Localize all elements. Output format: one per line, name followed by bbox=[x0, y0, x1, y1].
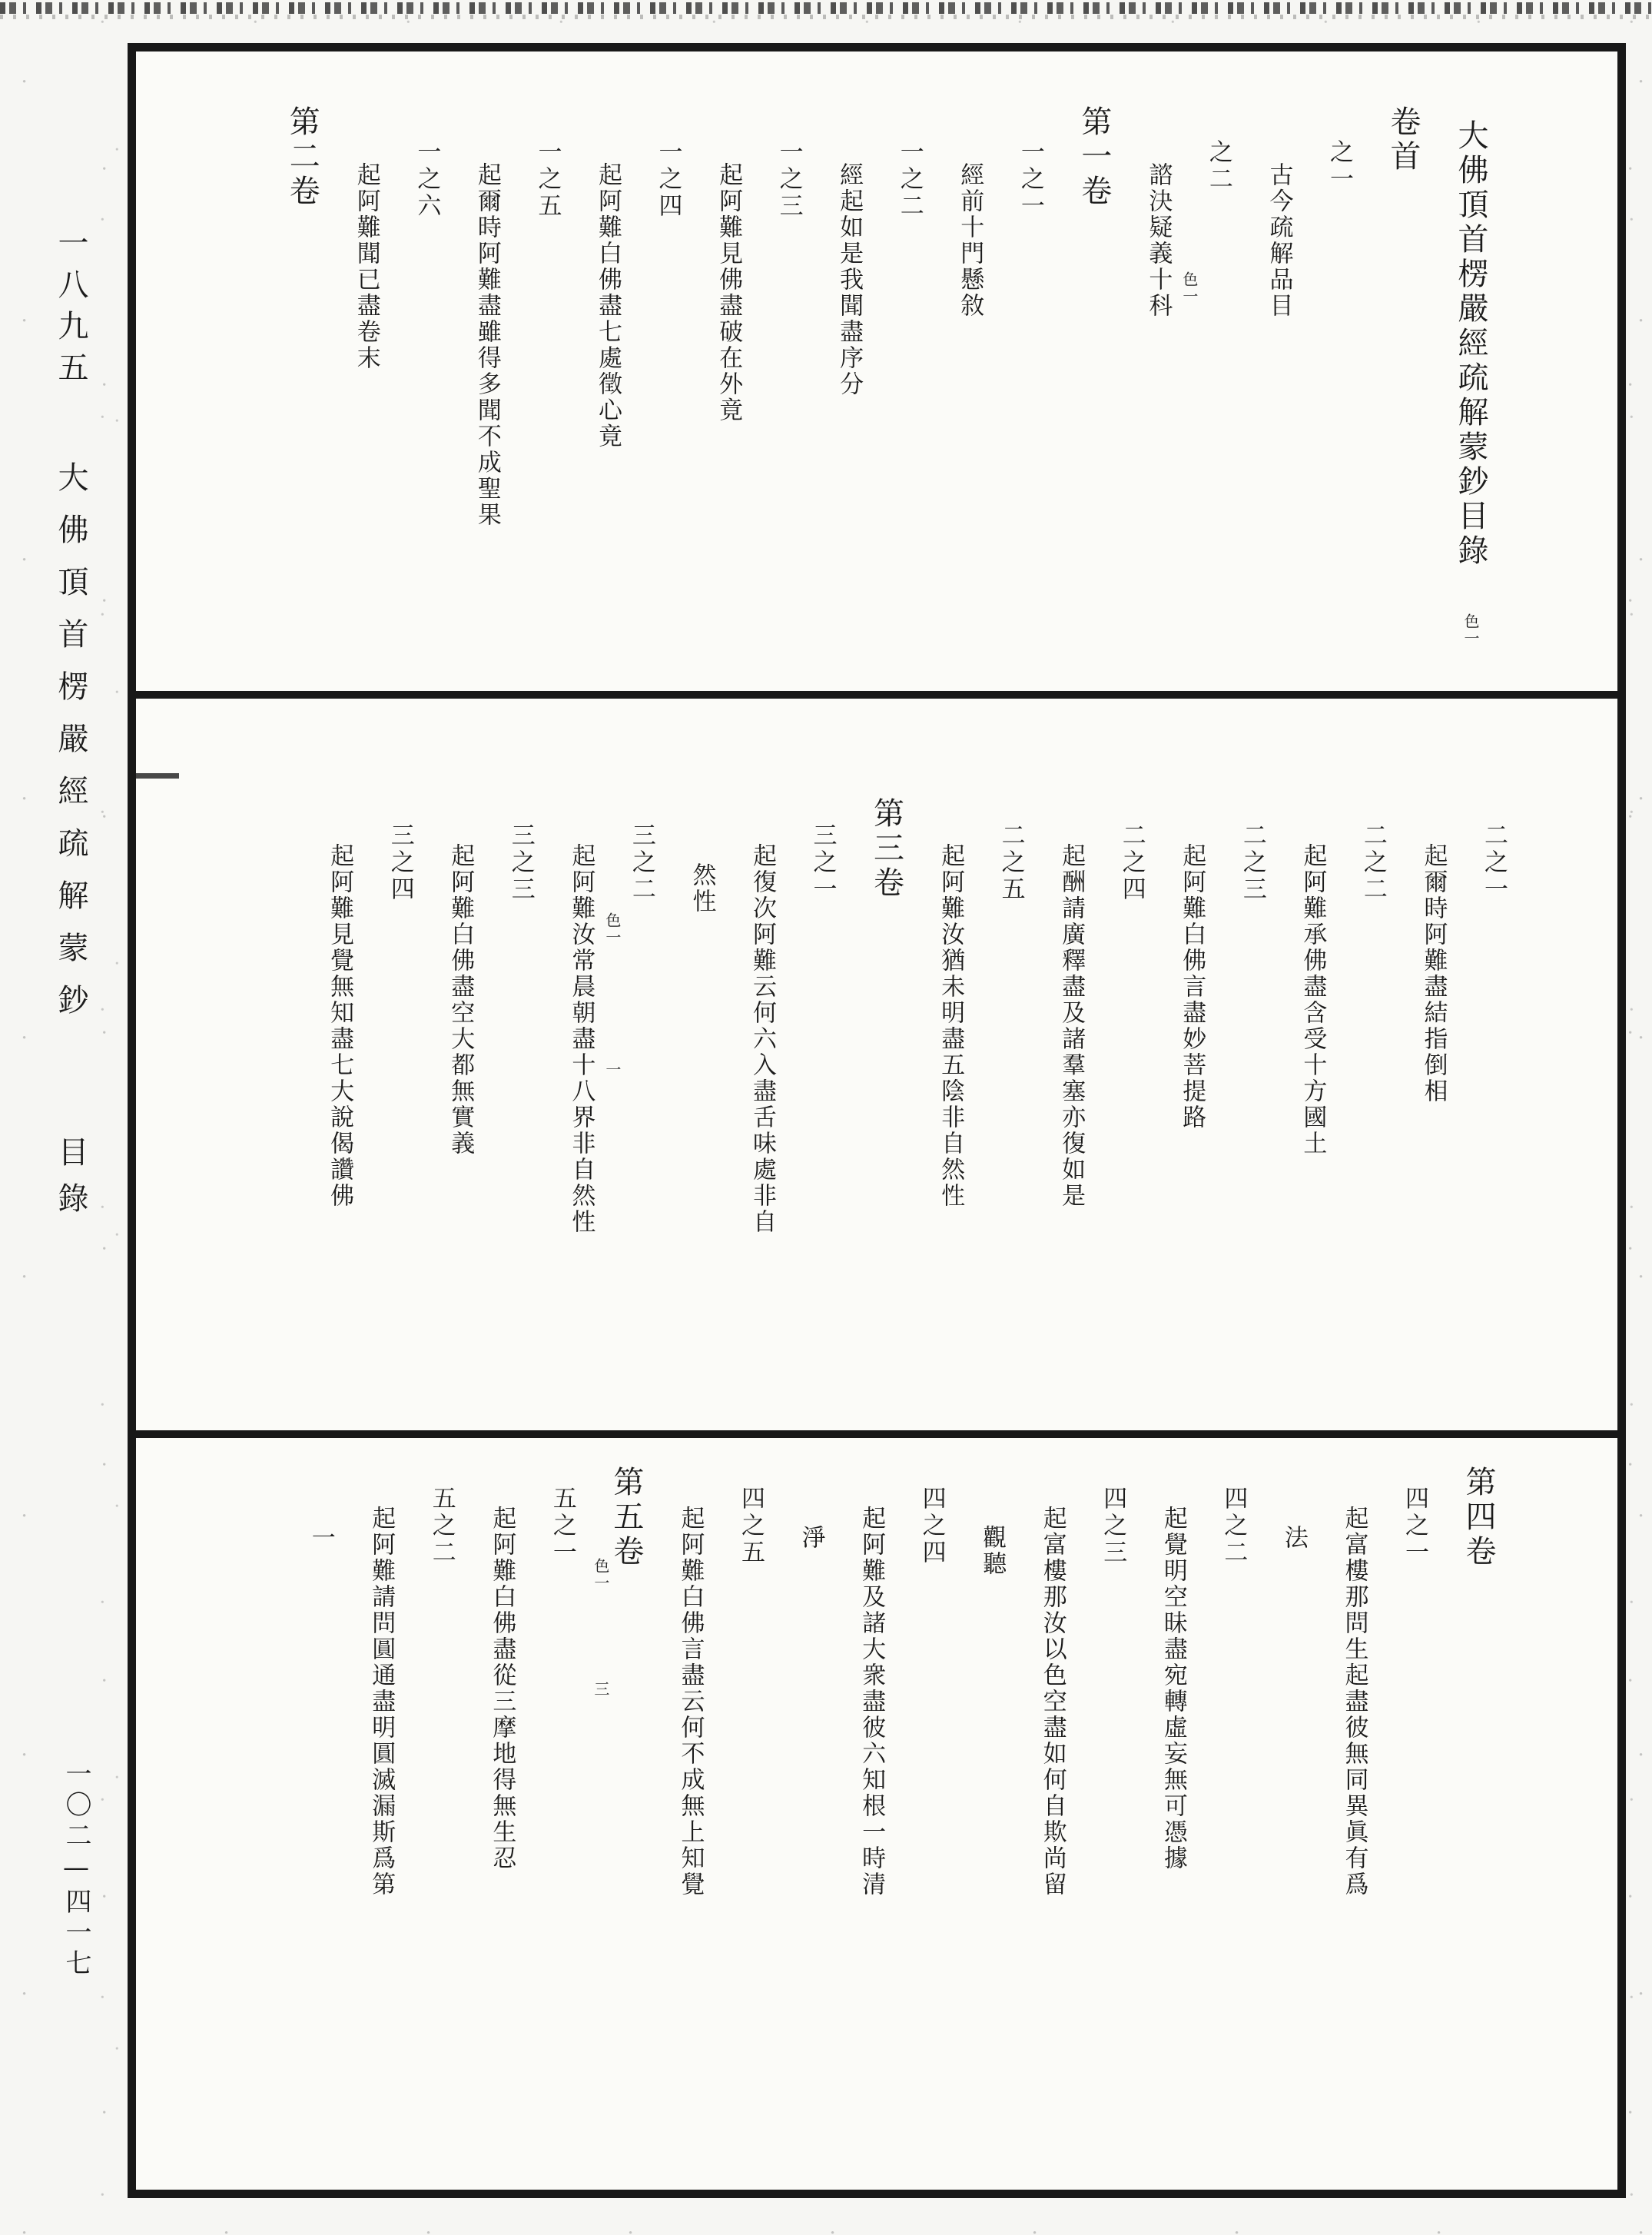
entry-number: 二之二 bbox=[1358, 822, 1387, 903]
entry-description: 起阿難見佛盡破在外竟 bbox=[715, 162, 743, 423]
toc-entry bbox=[353, 102, 439, 691]
toc-entry bbox=[1281, 1458, 1427, 2190]
entry-number: 三之三 bbox=[506, 822, 535, 903]
entry-description: 起爾時阿難盡結指倒相 bbox=[1419, 843, 1448, 1104]
entry-description: 古今疏解品目 bbox=[1265, 162, 1293, 319]
entry-description: 起阿難見覺無知盡七大說偈讚佛 bbox=[326, 843, 354, 1209]
entry-description-wrap: 觀聽 bbox=[978, 1525, 1007, 1577]
entry-description: 起阿難及諸大衆盡彼六知根一時清 bbox=[858, 1506, 886, 1898]
entry-description: 起阿難白佛言盡云何不成無上知覺 bbox=[676, 1506, 705, 1898]
entry-description-wrap: 然性 bbox=[688, 862, 716, 915]
entry-description-wrap: 淨 bbox=[797, 1525, 825, 1551]
toc-entry bbox=[1300, 794, 1385, 1430]
toc-entry bbox=[1059, 794, 1144, 1430]
entry-description: 起阿難汝猶未明盡五陰非自然性 bbox=[937, 843, 965, 1209]
entry-number: 四之四 bbox=[917, 1486, 946, 1566]
toc-entry bbox=[327, 794, 413, 1430]
toc-entry bbox=[1266, 102, 1352, 691]
entry-description: 起阿難白佛盡從三摩地得無生忍 bbox=[488, 1506, 516, 1871]
chapter-label: 第一卷 bbox=[1076, 105, 1112, 209]
entry-description: 起阿難承佛盡含受十方國土 bbox=[1299, 843, 1327, 1157]
entry-number: 三之一 bbox=[808, 822, 837, 903]
entry-description: 起酬請廣釋盡及諸羣塞亦復如是 bbox=[1057, 843, 1086, 1209]
toc-title bbox=[1455, 102, 1487, 691]
toc-entry bbox=[837, 102, 922, 691]
page-number: 一〇二—四一七 bbox=[61, 1760, 91, 1980]
toc-chapter bbox=[286, 102, 318, 691]
toc-entry bbox=[308, 1458, 454, 2190]
margin-catalog-number: 一八九五 bbox=[53, 227, 88, 393]
entry-description: 起富樓那汝以色空盡如何自欺尚留 bbox=[1038, 1506, 1067, 1898]
entry-number: 四之二 bbox=[1219, 1486, 1248, 1566]
entry-number: 四之三 bbox=[1099, 1486, 1127, 1566]
toc-chapter bbox=[868, 794, 904, 1430]
toc-band-bottom bbox=[136, 1438, 1617, 2190]
toc-entry bbox=[448, 794, 533, 1430]
scan-noise-strip-2 bbox=[0, 15, 1652, 19]
page-ref-note: 色一 bbox=[1461, 613, 1480, 647]
entry-description: 起爾時阿難盡雖得多聞不成聖果 bbox=[473, 162, 501, 528]
entry-number: 四之一 bbox=[1401, 1486, 1428, 1566]
chapter-label: 卷首 bbox=[1385, 105, 1421, 174]
entry-number: 二之四 bbox=[1117, 822, 1146, 903]
entry-number: 五之一 bbox=[548, 1486, 576, 1566]
entry-description: 起富樓那問生起盡彼無同異眞有爲 bbox=[1340, 1506, 1368, 1898]
entry-description: 起復次阿難云何六入盡舌味處非自 bbox=[748, 843, 776, 1235]
entry-number: 一之六 bbox=[413, 139, 441, 220]
page-ref-note bbox=[592, 1558, 609, 1698]
entry-description: 經起如是我聞盡序分 bbox=[835, 162, 864, 397]
page-frame bbox=[128, 43, 1626, 2198]
toc-entry bbox=[716, 102, 801, 691]
entry-description: 起阿難白佛盡七處徵心竟 bbox=[593, 162, 622, 450]
entry-description-wrap: 法 bbox=[1279, 1525, 1308, 1551]
page-ref-note-2: 一 bbox=[602, 1061, 622, 1078]
toc-entry bbox=[1421, 794, 1506, 1430]
toc-entry bbox=[595, 102, 680, 691]
entry-description: 起覺明空昧盡宛轉虛妄無可憑據 bbox=[1159, 1506, 1187, 1871]
toc-chapter bbox=[1078, 102, 1110, 691]
page-ref-note-text: 色一 bbox=[591, 1558, 610, 1592]
page-ref-note bbox=[603, 912, 620, 1078]
page-ref-note-2: 三 bbox=[591, 1681, 610, 1698]
toc-entry bbox=[569, 794, 654, 1430]
entry-number: 之一 bbox=[1325, 139, 1353, 193]
toc-band-top bbox=[136, 51, 1617, 699]
entry-number: 一之二 bbox=[895, 139, 924, 220]
page-ref-note bbox=[1180, 271, 1197, 305]
toc-entry bbox=[1160, 1458, 1246, 2190]
toc-entry bbox=[1179, 794, 1265, 1430]
entry-description: 起阿難白佛盡空大都無實義 bbox=[446, 843, 475, 1157]
chapter-label: 第二卷 bbox=[284, 105, 320, 209]
toc-entry bbox=[938, 794, 1023, 1430]
entry-number: 二之一 bbox=[1480, 822, 1508, 903]
scan-noise-strip bbox=[0, 2, 1652, 14]
toc-entry bbox=[1146, 102, 1231, 691]
toc-entry bbox=[489, 1458, 575, 2190]
chapter-label: 第四卷 bbox=[1461, 1466, 1496, 1569]
entry-number: 一之一 bbox=[1016, 139, 1044, 220]
entry-description-wrap: 一 bbox=[307, 1525, 335, 1551]
entry-number: 四之五 bbox=[736, 1486, 765, 1566]
entry-number: 之二 bbox=[1204, 139, 1232, 193]
toc-entry bbox=[980, 1458, 1126, 2190]
entry-number: 二之三 bbox=[1238, 822, 1266, 903]
entry-number: 一之三 bbox=[775, 139, 803, 220]
margin-book-title: 大佛頂首楞嚴經疏解蒙鈔 bbox=[53, 461, 88, 1036]
toc-entry bbox=[473, 102, 562, 691]
entry-description: 經前十門懸敘 bbox=[956, 162, 984, 319]
entry-description: 起阿難汝常晨朝盡十八界非自然性 bbox=[567, 843, 595, 1235]
entry-description: 起阿難聞已盡卷末 bbox=[352, 162, 380, 371]
margin-section-label: 目錄 bbox=[53, 1136, 88, 1228]
toc-chapter bbox=[1387, 102, 1419, 691]
entry-description: 起阿難請問圓通盡明圓滅漏斯爲第 bbox=[367, 1506, 396, 1898]
toc-chapter bbox=[1462, 1458, 1494, 2190]
chapter-label: 第五卷 bbox=[608, 1466, 644, 1569]
page-ref-note-text: 色一 bbox=[602, 912, 622, 946]
entry-number: 三之四 bbox=[386, 822, 414, 903]
entry-number: 一之四 bbox=[654, 139, 682, 220]
toc-entry bbox=[957, 102, 1043, 691]
entry-number: 二之五 bbox=[997, 822, 1025, 903]
entry-description: 起阿難白佛言盡妙菩提路 bbox=[1178, 843, 1206, 1131]
binding-tick bbox=[136, 773, 179, 779]
page-ref-note-text: 色一 bbox=[1179, 271, 1199, 305]
toc-entry bbox=[689, 794, 835, 1430]
entry-number: 一之五 bbox=[533, 139, 562, 220]
entry-number: 三之二 bbox=[627, 822, 655, 903]
toc-title-text: 大佛頂首楞嚴經疏解蒙鈔目錄色一 bbox=[1453, 119, 1488, 647]
toc-chapter bbox=[591, 1458, 644, 2190]
toc-entry bbox=[798, 1458, 944, 2190]
entry-description: 諮決疑義十科 bbox=[1144, 162, 1173, 319]
toc-band-middle bbox=[136, 699, 1617, 1438]
chapter-label: 第三卷 bbox=[868, 797, 904, 901]
toc-entry bbox=[678, 1458, 763, 2190]
entry-number: 五之二 bbox=[427, 1486, 456, 1566]
